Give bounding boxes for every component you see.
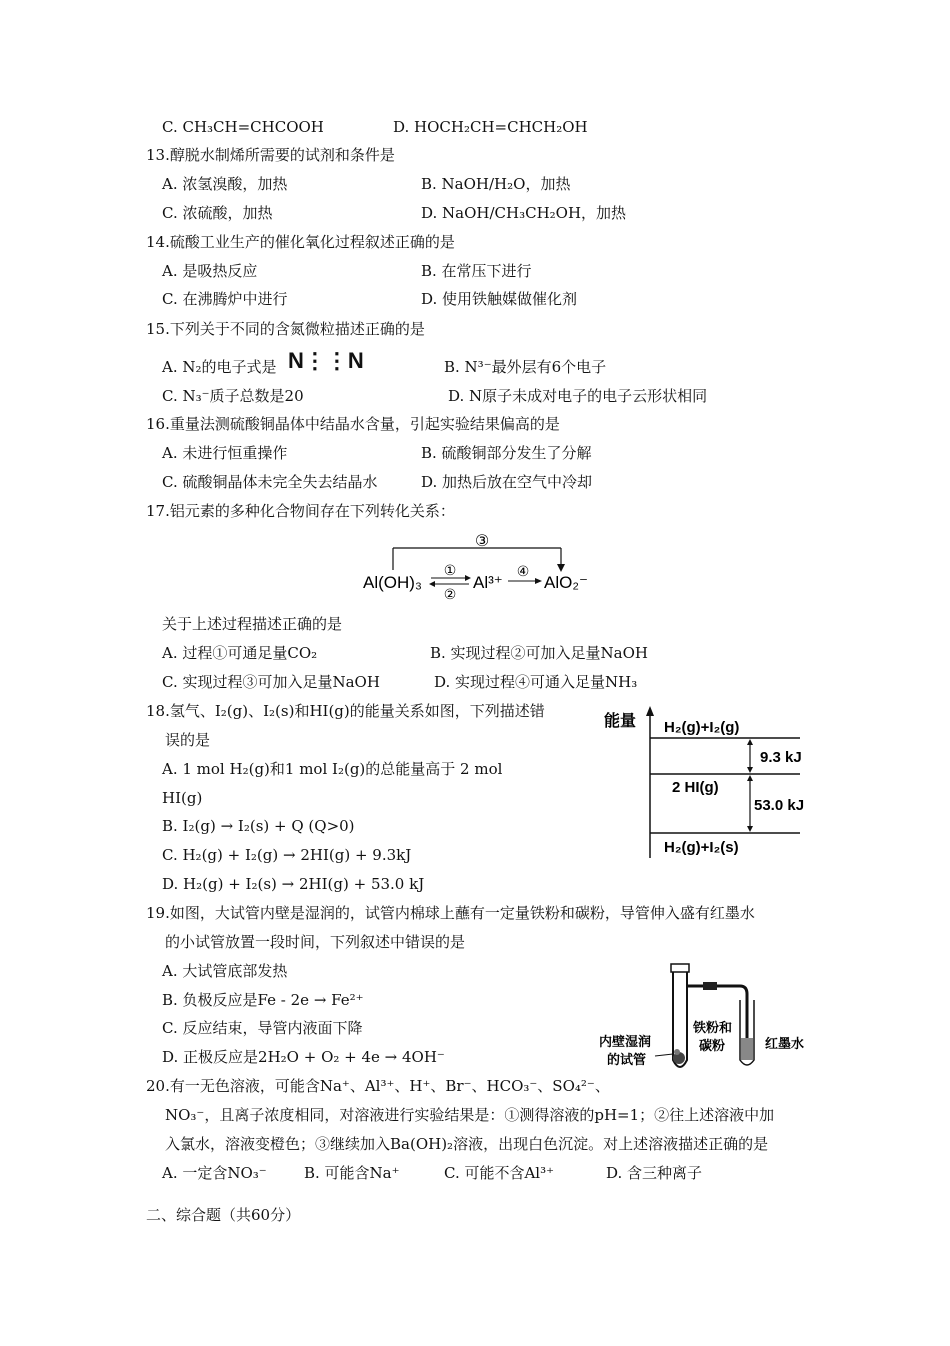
label-wet-tube-1: 内壁湿润 [599, 1034, 652, 1049]
label-red-ink: 红墨水 [765, 1036, 805, 1051]
option-d: D. 含三种离子 [606, 1164, 703, 1182]
question-18: 18.氢气、I₂(g)、I₂(s)和HI(g)的能量关系如图，下列描述错 [146, 702, 545, 720]
option-a: A. N₂的电子式是 [162, 358, 277, 376]
aluminum-conversion-diagram [355, 526, 600, 606]
option-b: B. 在常压下进行 [421, 262, 532, 280]
option-a: A. 大试管底部发热 [162, 962, 288, 980]
question-20-cont2: 入氯水，溶液变橙色；③继续加入Ba(OH)₂溶液，出现白色沉淀。对上述溶液描述正确的是 [165, 1135, 769, 1153]
option-d: D. 正极反应是2H₂O + O₂ + 4e → 4OH⁻ [162, 1048, 445, 1066]
option-d: D. H₂(g) + I₂(s) → 2HI(g) + 53.0 kJ [162, 875, 425, 893]
option-d: D. 使用铁触媒做催化剂 [421, 290, 578, 308]
gap-9-3: 9.3 kJ [760, 749, 802, 766]
option-a-cont: HI(g) [162, 789, 203, 807]
label-1: ① [443, 562, 457, 578]
option-c: C. 反应结束，导管内液面下降 [162, 1019, 363, 1037]
formula-alo2: AlO₂⁻ [544, 573, 588, 592]
option-d: D. NaOH/CH₃CH₂OH，加热 [421, 204, 627, 222]
question-15: 15.下列关于不同的含氮微粒描述正确的是 [146, 320, 425, 338]
question-20: 20.有一无色溶液，可能含Na⁺、Al³⁺、H⁺、Br⁻、HCO₃⁻、SO₄²⁻、 [146, 1077, 610, 1095]
option-b: B. NaOH/H₂O，加热 [421, 175, 571, 193]
option-a: A. 一定含NO₃⁻ [162, 1164, 267, 1182]
question-17: 17.铝元素的多种化合物间存在下列转化关系： [146, 502, 455, 520]
question-18-cont: 误的是 [165, 731, 211, 749]
option-b: B. I₂(g) → I₂(s) + Q (Q>0) [162, 817, 355, 835]
n2-electron-formula: N⋮⋮N [288, 348, 364, 373]
option-b: B. 负极反应是Fe - 2e → Fe²⁺ [162, 991, 364, 1009]
question-16: 16.重量法测硫酸铜晶体中结晶水含量，引起实验结果偏高的是 [146, 415, 560, 433]
gap-53: 53.0 kJ [754, 797, 805, 814]
option-b: B. 硫酸铜部分发生了分解 [421, 444, 592, 462]
question-13: 13.醇脱水制烯所需要的试剂和条件是 [146, 146, 395, 164]
option-c: C. N₃⁻质子总数是20 [162, 387, 304, 405]
option-b: B. N³⁻最外层有6个电子 [444, 358, 607, 376]
option-d: D. 实现过程④可通入足量NH₃ [434, 673, 638, 691]
option-c: C. 实现过程③可加入足量NaOH [162, 673, 380, 691]
label-2: ② [443, 586, 457, 602]
option-c-12: C. CH₃CH=CHCOOH [162, 118, 324, 136]
label-3: ③ [474, 533, 490, 550]
option-c: C. 可能不含Al³⁺ [444, 1164, 555, 1182]
option-b: B. 实现过程②可加入足量NaOH [430, 644, 649, 662]
option-b: B. 可能含Na⁺ [304, 1164, 400, 1182]
option-a: A. 未进行恒重操作 [162, 444, 288, 462]
label-powder-1: 铁粉和 [693, 1020, 733, 1035]
label-4: ④ [516, 563, 530, 579]
formula-al3: Al³⁺ [473, 573, 503, 592]
level-bot: H₂(g)+I₂(s) [664, 839, 739, 856]
section-heading: 二、综合题（共60分） [146, 1206, 301, 1224]
label-wet-tube-2: 的试管 [607, 1052, 647, 1067]
question-14: 14.硫酸工业生产的催化氧化过程叙述正确的是 [146, 233, 455, 251]
option-a: A. 浓氢溴酸，加热 [162, 175, 288, 193]
option-c: C. H₂(g) + I₂(g) → 2HI(g) + 9.3kJ [162, 846, 412, 864]
option-a: A. 1 mol H₂(g)和1 mol I₂(g)的总能量高于 2 mol [162, 760, 503, 778]
energy-level-diagram [602, 702, 814, 862]
option-c: C. 在沸腾炉中进行 [162, 290, 288, 308]
option-c: C. 硫酸铜晶体未完全失去结晶水 [162, 473, 378, 491]
formula-aloh3: Al(OH)₃ [363, 573, 422, 592]
question-19: 19.如图，大试管内壁是湿润的，试管内棉球上蘸有一定量铁粉和碳粉，导管伸入盛有红墨水 [146, 904, 755, 922]
question-19-cont: 的小试管放置一段时间，下列叙述中错误的是 [165, 933, 466, 951]
axis-label: 能量 [604, 713, 637, 730]
level-top: H₂(g)+I₂(g) [664, 719, 740, 736]
level-mid: 2 HI(g) [672, 779, 719, 796]
option-d: D. N原子未成对电子的电子云形状相同 [448, 387, 708, 405]
option-a: A. 过程①可通足量CO₂ [162, 644, 318, 662]
question-17-sub: 关于上述过程描述正确的是 [162, 615, 343, 633]
option-d: D. 加热后放在空气中冷却 [421, 473, 593, 491]
test-tube-apparatus [595, 960, 815, 1080]
option-c: C. 浓硫酸，加热 [162, 204, 273, 222]
question-20-cont1: NO₃⁻，且离子浓度相同，对溶液进行实验结果是：①测得溶液的pH=1；②往上述溶液中加 [165, 1106, 775, 1124]
option-a: A. 是吸热反应 [162, 262, 258, 280]
label-powder-2: 碳粉 [699, 1038, 726, 1053]
option-d-12: D. HOCH₂CH=CHCH₂OH [393, 118, 588, 136]
